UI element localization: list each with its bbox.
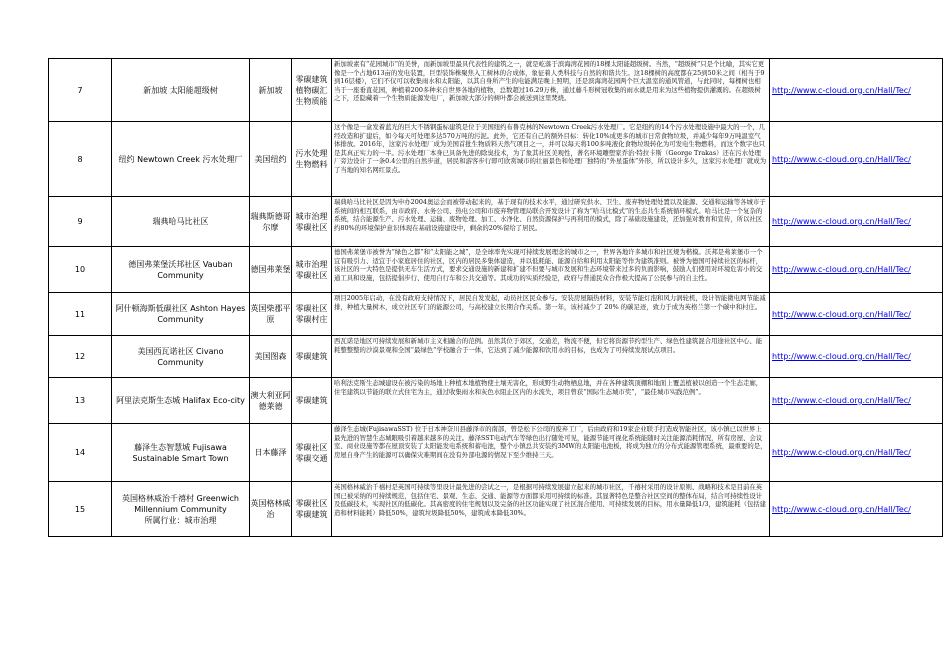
description: 这个像是一盒发着蓝光的巨大不锈钢蛋标建筑是位于美国纽约布鲁克林的Newtown Creek污水处理厂。它是纽约的14个污水处理设施中最大的一个，几经改造和扩建后，如今每天可处理多达570万吨的污泥。此外，它还有自己的额外目标：转化10%成更多的城市日常食物垃圾，并减少每年9万吨温室气体排放。2016年，这家污水处理厂成为美国首批生物质料天然气项目之一，并可以每天将100多吨液化食物垃圾转化为可发电生物燃料，而这个数字也只是其真正实力的一半。污水处理厂本身已具备先进的除臭技术，为了象其社区美观性，著名环境雕塑家乔治·特拉卡斯（George Trakas）还在污水处理厂旁边设计了一条0.4公里的自然步道，居民和游客步行即可欣赏城市的壮丽景色和处理厂独特的“外星蛋体”外形，所以设计多久，这家污水处理厂就成为了当地的知名网红景点。 (332, 122, 770, 197)
source-link[interactable]: http://www.c-cloud.org.cn/Hall/Tec/ (770, 424, 943, 482)
project-name: 德国弗莱堡沃邦社区 Vauban Community (112, 247, 250, 293)
source-link[interactable]: http://www.c-cloud.org.cn/Hall/Tec/ (770, 59, 943, 122)
description: 项目2005年启动，在没有政府支持情况下，居民自发发起，动员社区民众参与。安装房屋隔热材料，安装节能灯泡和风力涡轮机，设计智能微电网节能减排，种植大量树木，成立社区专门的能源公司，与高校建立长期合作关系。第一年，该村减少了 20% 的碳足迹，致力于成为英格兰第一个碳中和村庄。 (332, 293, 770, 336)
category: 零碳建筑 (292, 378, 332, 424)
table-row (49, 336, 943, 378)
category: 零碳建筑 (292, 336, 332, 378)
description: 藤泽生态城(FujisawaSST) 位于日本神奈川县藤泽市的南部，曾是松下公司的废弃工厂，后由政府和19家企业联手打造成智能社区，该小镇已以世界上最先进的智慧生态城眼吸引着越来越多的关注。藤泽SST电动汽车等绿色出行随处可见，能源节能可视化系统能随时关注能源消耗情况，所有房屋、会议室、商业设施等都在屋顶安装了太阳能发电系统和蓄电池，整个小镇总共安装约3MW的太阳能电池板，将成为独立的分布式能源管理系统，最重要的是，房屋自身产生的能源可以确保灾难期间在没有外部电源的情况下至少维持三天。 (332, 424, 770, 482)
table-row (49, 378, 943, 424)
case-table (48, 58, 943, 537)
row-number: 10 (49, 247, 112, 293)
row-number: 15 (49, 482, 112, 537)
description: 德国弗莱堡市被誉为“绿色之都”和“太阳能之城”，是全球率先实现可持续发展理念的城市之一，世界各地许多城市和社区规为楷模。沃邦是弗莱堡市一个宜有吸引力、适宜于小家庭居住的社区，区内的居民多集体建造，并以低耗能、能源自给和利用太阳能等作为建筑准则。被誉为德国可持续社区的标杆，该社区的一大特色是提供无车生活方式，要求交通设施的新建和扩建不但要与城市发展和生态环境带来过多的负面影响，鼓励人们使用对环境危害小的交通工具和设施，包括提倡步行、使用自行车和公共交通等。其成功的实质经验是，政府与普通民众合作极大提高了公民参与的自主性。 (332, 247, 770, 293)
row-number: 14 (49, 424, 112, 482)
source-link[interactable]: http://www.c-cloud.org.cn/Hall/Tec/ (770, 482, 943, 537)
table-row (49, 424, 943, 482)
project-name: 阿什顿海斯低碳社区 Ashton Hayes Community (112, 293, 250, 336)
table-row (49, 122, 943, 197)
table-row (49, 482, 943, 537)
description: 西瓦诺是地区可持续发展和新城市主义相融合的范例。虽然其位于郊区，交通差，物流不便，但它将资源节约型生产、绿色性建筑混合用途社区中心、能耗整整整的沙漠景观和全国“最绿色”学校融合于一体，它达到了减少能源和饮用水的目标，也成为了可持续发展试点项目。 (332, 336, 770, 378)
table-row (49, 293, 943, 336)
source-link[interactable]: http://www.c-cloud.org.cn/Hall/Tec/ (770, 378, 943, 424)
table-row (49, 59, 943, 122)
location: 澳大利亚阿德莱德 (250, 378, 292, 424)
source-link[interactable]: http://www.c-cloud.org.cn/Hall/Tec/ (770, 122, 943, 197)
category: 城市治理 零碳社区 (292, 247, 332, 293)
row-number: 9 (49, 197, 112, 247)
project-name: 藤泽生态智慧城 Fujisawa Sustainable Smart Town (112, 424, 250, 482)
project-name: 新加坡 太阳能超级树 (112, 59, 250, 122)
source-link[interactable]: http://www.c-cloud.org.cn/Hall/Tec/ (770, 197, 943, 247)
project-name: 英国格林威治千禧村 Greenwich Millennium Community 所属行业：城市治理 (112, 482, 250, 537)
row-number: 13 (49, 378, 112, 424)
source-link[interactable]: http://www.c-cloud.org.cn/Hall/Tec/ (770, 247, 943, 293)
location: 美国图森 (250, 336, 292, 378)
project-name: 阿里法克斯生态城 Halifax Eco-city (112, 378, 250, 424)
category: 零碳社区 零碳建筑 (292, 482, 332, 537)
location: 日本藤泽 (250, 424, 292, 482)
location: 英国柴郡平原 (250, 293, 292, 336)
description: 新加坡素有“花园城市”的美誉，而新加坡里最具代表性的建筑之一，就是屹落于滨海湾花园的18棵太阳能超级树。当然，“超级树”只是个比喻，其实它更像是一个占地613亩的发电装置，巨型装饰株聚焦入工树林的合成体，象征着人类科技与自然的和谐共生。这18棵树的高度都在25到50米之间（相当于9到16层楼），它们不仅可以收集雨水和太阳能，以其自身所产生的电能满足晚上照明，还是滨海湾花园两个巨大温室的通风管道，与此同时，每棵树也相当于一座垂直花园，种植着200多种来自世界各地的植物，总数超过16.29万株，通过藤斗形树冠收集的雨水就是用来为这些植物提供灌溉的。在超级树之下，还隐藏着一个生物质能源发电厂，新加坡大部分的树叶都会被送到这里焚烧。 (332, 59, 770, 122)
project-name: 瑞典哈马比社区 (112, 197, 250, 247)
row-number: 7 (49, 59, 112, 122)
location: 英国格林威治 (250, 482, 292, 537)
source-link[interactable]: http://www.c-cloud.org.cn/Hall/Tec/ (770, 293, 943, 336)
location: 瑞典斯德哥尔摩 (250, 197, 292, 247)
row-number: 11 (49, 293, 112, 336)
description: 英国格林威治千禧村是英国可持续等里设计最先进的尝试之一，是根据可持续发展建立起来的城市社区，千禧村采用的设计原则、战略和技术是目前在英国已被采纳的可持续规范，包括住宅、景观、生态、交通、能源等方面都采用可持续的标准。其显著特色是整合社区空间的整体布局，结合可持续性设计及低碳技术，实现社区的低碳化。其高密度的住宅规划以及完备的社区功能实现了社区混合使用、可持续发展的目标，用水量降低1/3，建筑能耗（包括建造和材料能耗）降低50%，建筑垃圾降低50%，建筑成本降低30%。 (332, 482, 770, 537)
table-row (49, 247, 943, 293)
location: 新加坡 (250, 59, 292, 122)
row-number: 8 (49, 122, 112, 197)
category: 城市治理 零碳社区 (292, 197, 332, 247)
location: 美国纽约 (250, 122, 292, 197)
project-name: 美国西瓦诺社区 Civano Community (112, 336, 250, 378)
project-name: 纽约 Newtown Creek 污水处理厂 (112, 122, 250, 197)
description: 哈利法克斯生态城建设在被污染的场地上种植本地植物使土壤无害化，形成野生动物栖息地，并在各种建筑顶棚和地面上覆盖植被以创造一个生态走廊，住宅建筑以节能的联立式住宅为主，通过收集雨水和灰色水阻止区内的水流失，项目曾获“国际生态城市奖”，“最佳城市实践范例”。 (332, 378, 770, 424)
category: 零碳社区 零碳交通 (292, 424, 332, 482)
row-number: 12 (49, 336, 112, 378)
table-row (49, 197, 943, 247)
category: 零碳建筑 植物碳汇 生物质能 (292, 59, 332, 122)
category: 零碳社区 零碳村庄 (292, 293, 332, 336)
description: 瑞典哈马比社区是因为申办2004奥运会而被带动起来的，基于现有的技术水平，通过研究供水、卫生、废弃物处理处置以及能源、交通和运输等各城市子系统间的相互联系，由市政府、水务公司、热电公司和市废弃物管理局联合开发设计了称为“哈马比模式”的生态共生系统循环模式。哈马比是一个复杂的系统，结合能源生产、污水处理、运输、废物处理、加工、水净化、自然资源保护与再利用的模式，除了基础设施建设，还加强对教育和宣传，所以社区约80%的环境保护意识体现在基础设施建设中，剩余的20%留给了居民。 (332, 197, 770, 247)
category: 污水处理 生物燃料 (292, 122, 332, 197)
location: 德国弗莱堡 (250, 247, 292, 293)
source-link[interactable]: http://www.c-cloud.org.cn/Hall/Tec/ (770, 336, 943, 378)
